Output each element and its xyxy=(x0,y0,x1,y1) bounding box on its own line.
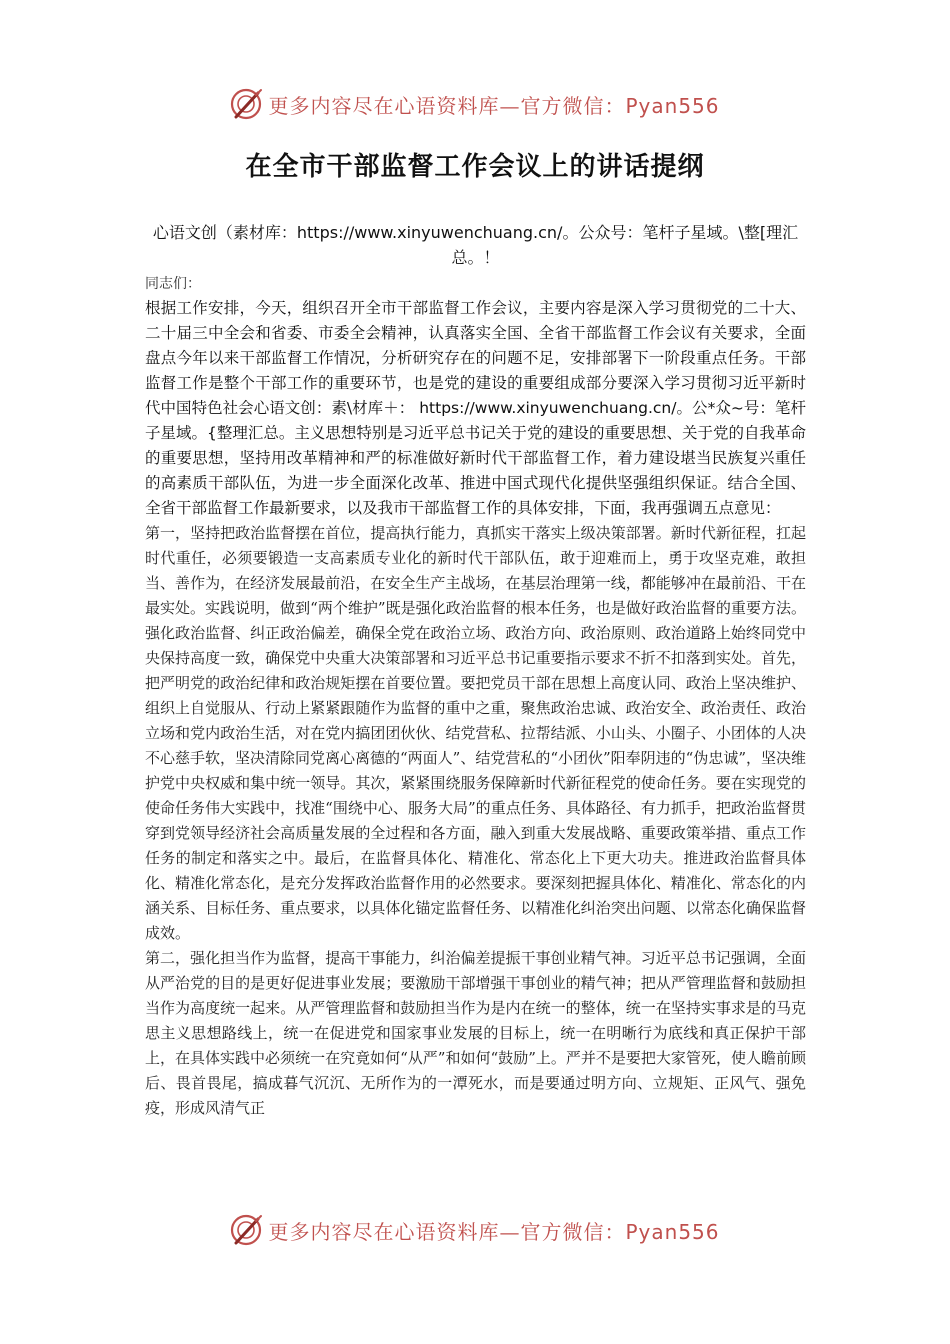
header-banner-id: Pyan556 xyxy=(625,93,720,118)
intro-paragraph: 根据工作安排，今天，组织召开全市干部监督工作会议，主要内容是深入学习贯彻党的二十大、二十届三中全会和省委、市委全会精神，认真落实全国、全省干部监督工作会议有关要求，全面盘点今年以来干部监督工作情况，分析研究存在的问题不足，安排部署下一阶段重点任务。干部监督工作是整个干部工作的重要环节，也是党的建设的重要组成部分要深入学习贯彻习近平新时代中国特色社会心语文创：素\材库＋： https://www.xinyuwenchuang.cn/。公*众~号：笔杆子星域。{整理汇总。主义思想特别是习近平总书记关于党的建设的重要思想、关于党的自我革命的重要思想，坚持用改革精神和严的标准做好新时代干部监督工作，着力建设堪当民族复兴重任的高素质干部队伍，为进一步全面深化改革、推进中国式现代化提供坚强组织保证。结合全国、全省干部监督工作最新要求，以及我市干部监督工作的具体安排，下面，我再强调五点意见： xyxy=(145,299,806,517)
paragraph-1: 第一，坚持把政治监督摆在首位，提高执行能力，真抓实干落实上级决策部署。新时代新征程，扛起时代重任，必须要锻造一支高素质专业化的新时代干部队伍，敢于迎难而上，勇于攻坚克难，敢担当、善作为，在经济发展最前沿，在安全生产主战场，在基层治理第一线，都能够冲在最前沿、干在最实处。实践说明，做到“两个维护”既是强化政治监督的根本任务，也是做好政治监督的重要方法。强化政治监督、纠正政治偏差，确保全党在政治立场、政治方向、政治原则、政治道路上始终同党中央保持高度一致，确保党中央重大决策部署和习近平总书记重要指示要求不折不扣落到实处。首先，把严明党的政治纪律和政治规矩摆在首要位置。要把党员干部在思想上高度认同、政治上坚决维护、组织上自觉服从、行动上紧紧跟随作为监督的重中之重，聚焦政治忠诚、政治安全、政治责任、政治立场和党内政治生活，对在党内搞团团伙伙、结党营私、拉帮结派、小山头、小圈子、小团体的人决不心慈手软，坚决清除同党离心离德的“两面人”、结党营私的“小团伙”阳奉阴违的“伪忠诚”，坚决维护党中央权威和集中统一领导。其次，紧紧围绕服务保障新时代新征程党的使命任务。要在实现党的使命任务伟大实践中，找准“围绕中心、服务大局”的重点任务、具体路径、有力抓手，把政治监督贯穿到党领导经济社会高质量发展的全过程和各方面，融入到重大发展战略、重要政策举措、重点工作任务的制定和落实之中。最后，在监督具体化、精准化、常态化上下更大功夫。推进政治监督具体化、精准化常态化，是充分发挥政治监督作用的必然要求。要深刻把握具体化、精准化、常态化的内涵关系、目标任务、重点要求，以具体化锚定监督任务、以精准化纠治突出问题、以常态化确保监督成效。 xyxy=(145,524,807,942)
document-title: 在全市干部监督工作会议上的讲话提纲 xyxy=(245,152,705,182)
brush-logo-icon xyxy=(230,1213,264,1247)
header-banner xyxy=(0,82,950,126)
greeting: 同志们： xyxy=(145,276,201,292)
paragraph-2: 第二，强化担当作为监督，提高干事能力，纠治偏差提振干事创业精气神。习近平总书记强调，全面从严治党的目的是更好促进事业发展；要激励干部增强干事创业的精气神；把从严管理监督和鼓励担当作为高度统一起来。从严管理监督和鼓励担当作为是内在统一的整体，统一在坚持实事求是的马克思主义思想路线上，统一在促进党和国家事业发展的目标上，统一在明晰行为底线和真正保护干部上，在具体实践中必须统一在究竟如何“从严”和如何“鼓励”上。严并不是要把大家管死，使人瞻前顾后、畏首畏尾，搞成暮气沉沉、无所作为的一潭死水，而是要通过明方向、立规矩、正风气、强免疫，形成风清气正 xyxy=(145,949,806,1117)
footer-banner-text: 更多内容尽在心语资料库—官方微信：Pyan556 xyxy=(268,1219,720,1244)
header-banner-text: 更多内容尽在心语资料库—官方微信：Pyan556 xyxy=(268,93,720,118)
document-body xyxy=(145,220,806,1121)
footer-banner xyxy=(0,1208,950,1252)
brush-logo-icon xyxy=(230,87,264,121)
footer-banner-id: Pyan556 xyxy=(625,1219,720,1244)
source-line: 心语文创（素材库：https://www.xinyuwenchuang.cn/。公众号：笔杆子星域。\整[理汇总。！ xyxy=(152,223,799,267)
